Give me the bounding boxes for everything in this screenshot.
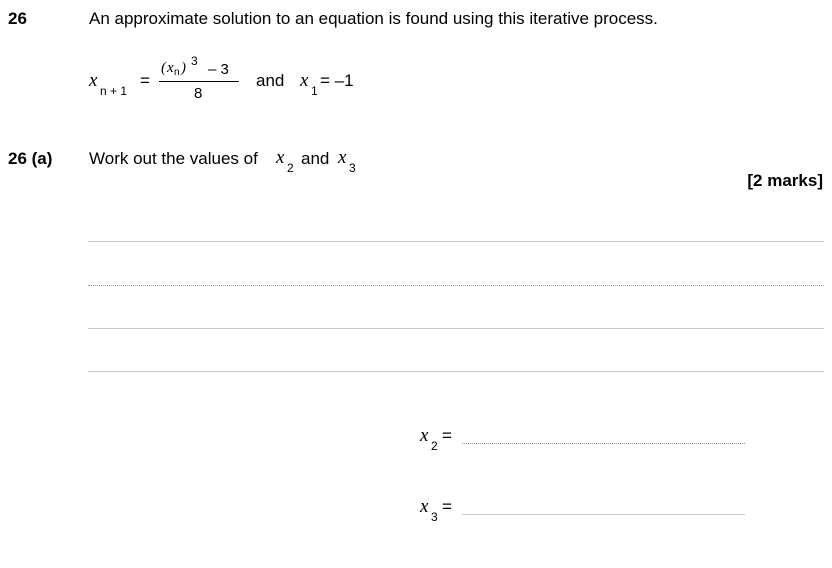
working-line[interactable] bbox=[88, 371, 824, 372]
answer-x2-line[interactable] bbox=[462, 443, 745, 444]
answer-x3-equals: = bbox=[442, 497, 452, 516]
answer-x3-subscript: 3 bbox=[431, 510, 438, 524]
formula-and: and bbox=[256, 71, 285, 90]
formula-equals: = bbox=[140, 71, 150, 90]
question-text: An approximate solution to an equation is found using this iterative process. bbox=[89, 9, 658, 28]
formula-denominator: 8 bbox=[194, 85, 203, 102]
formula-x1-var: x bbox=[300, 70, 309, 91]
answer-x2-equals: = bbox=[442, 426, 452, 445]
answer-x3-var: x bbox=[420, 496, 429, 517]
part-a-x3-subscript: 3 bbox=[349, 161, 356, 175]
part-a-x2-subscript: 2 bbox=[287, 161, 294, 175]
part-a-label: 26 (a) bbox=[8, 149, 53, 168]
formula-numerator-var-subscript: n bbox=[174, 67, 180, 78]
formula-lhs-subscript: n + 1 bbox=[100, 84, 128, 98]
working-line[interactable] bbox=[88, 328, 824, 329]
question-number: 26 bbox=[8, 9, 27, 28]
formula-numerator-minus-three: – 3 bbox=[208, 61, 229, 78]
answer-x3-line[interactable] bbox=[462, 514, 745, 515]
part-a-x3-var: x bbox=[338, 147, 347, 168]
formula-x1-subscript: 1 bbox=[311, 84, 318, 98]
formula-numerator-var: x bbox=[167, 60, 174, 76]
formula-numerator-power: 3 bbox=[191, 54, 198, 68]
part-a-x2-var: x bbox=[276, 147, 285, 168]
part-a-and: and bbox=[301, 149, 330, 168]
working-line[interactable] bbox=[88, 285, 824, 286]
formula-x1-value: = –1 bbox=[320, 71, 354, 90]
fraction-bar bbox=[159, 81, 239, 82]
formula-numerator-close: ) bbox=[181, 60, 186, 76]
working-line[interactable] bbox=[88, 241, 824, 242]
formula-numerator-open: ( bbox=[161, 60, 166, 76]
part-a-text: Work out the values of bbox=[89, 149, 258, 168]
answer-x2-subscript: 2 bbox=[431, 439, 438, 453]
answer-x2-var: x bbox=[420, 425, 429, 446]
marks-indicator: [2 marks] bbox=[747, 171, 823, 190]
formula-lhs-var: x bbox=[89, 70, 98, 91]
